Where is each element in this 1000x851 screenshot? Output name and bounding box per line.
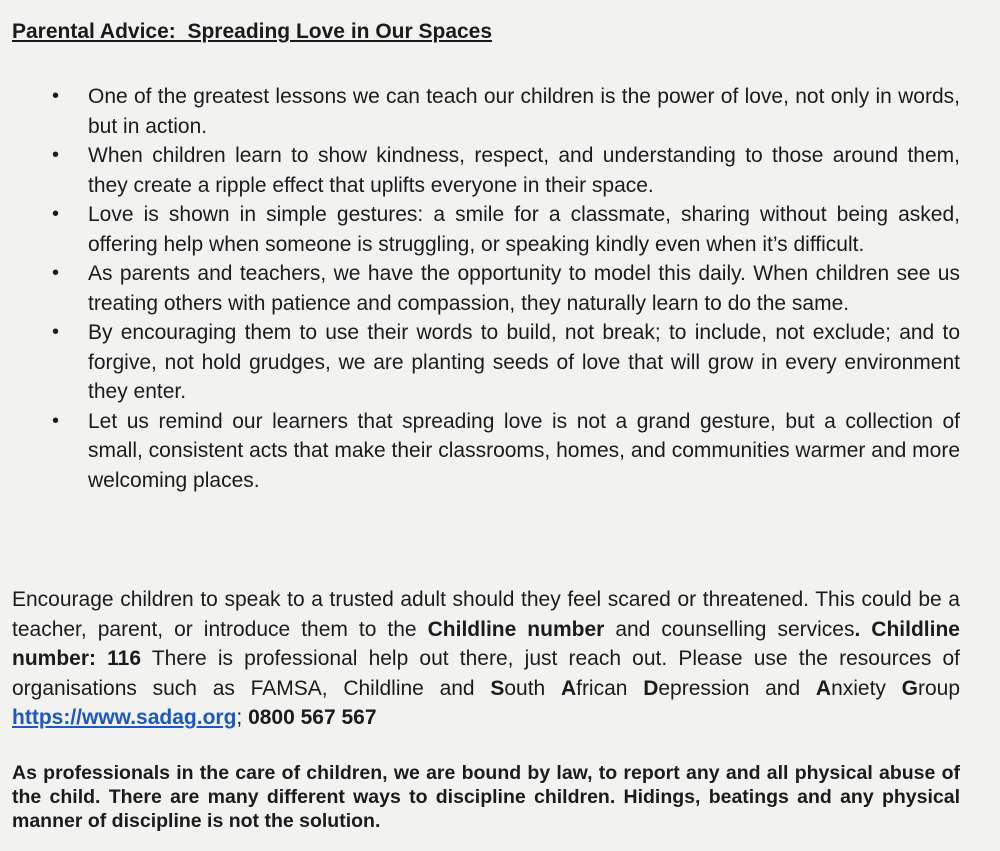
list-item-text: When children learn to show kindness, respect, and understanding to those around them, they create a ripple effect that uplifts everyone in their space. [88, 144, 960, 197]
list-item [52, 200, 960, 259]
list-item-text: Let us remind our learners that spreading love is not a grand gesture, but a collection of small, consistent acts that make their classrooms, homes, and communities warmer and more welcoming places. [88, 409, 960, 492]
list-item [52, 407, 960, 496]
list-item [52, 82, 960, 141]
para-text: Encourage children to speak to a trusted adult should they feel scared or threatened. This could be a teacher, parent, or introduce them to the [12, 588, 960, 641]
bullet-icon: • [52, 203, 60, 225]
org-name-part: outh [504, 676, 561, 700]
bullet-icon: • [52, 85, 60, 107]
page-title: Parental Advice: Spreading Love in Our Spaces [12, 20, 493, 43]
para-text: There is professional help out there, just reach out. Please use the resources of organisations such as FAMSA, Childline and [12, 647, 960, 700]
advice-list [52, 82, 960, 495]
org-initial: G [901, 676, 918, 700]
childline-number: . Childline number: 116 [12, 617, 960, 670]
org-name-part: nxiety [831, 676, 902, 700]
org-name-part: epression and [658, 676, 816, 700]
para-text: and counselling services [604, 617, 855, 641]
bullet-icon: • [52, 262, 60, 284]
list-item-text: By encouraging them to use their words to build, not break; to include, not exclude; and to forgive, not hold grudges, we are planting seeds of love that will grow in every environment they enter. [88, 321, 960, 403]
org-initial: D [643, 676, 659, 700]
bullet-icon: • [52, 409, 60, 432]
bullet-icon: • [52, 144, 60, 166]
list-item [52, 318, 960, 407]
org-initial: A [560, 676, 577, 700]
childline-label: Childline number [427, 617, 605, 641]
org-initial: S [490, 676, 505, 700]
org-initial: A [815, 676, 832, 700]
org-name-part: roup [917, 676, 961, 700]
list-item-text: As parents and teachers, we have the opportunity to model this daily. When children see us treating others with patience and compassion, they naturally learn to do the same. [88, 262, 960, 315]
para-text: ; [236, 706, 249, 729]
legal-warning: As professionals in the care of children, we are bound by law, to report any and all physical abuse of the child. There are many different ways to discipline children. Hidings, beatings and any physical manner of discipline is not the solution. [12, 762, 960, 832]
org-name-part: frican [576, 676, 644, 700]
sadag-link[interactable]: https://www.sadag.org [12, 706, 237, 729]
list-item [52, 259, 960, 318]
help-paragraph [12, 585, 960, 733]
phone-number: 0800 567 567 [248, 706, 377, 729]
list-item [52, 141, 960, 200]
bullet-icon: • [52, 321, 60, 343]
list-item-text: Love is shown in simple gestures: a smile for a classmate, sharing without being asked, offering help when someone is struggling, or speaking kindly even when it’s difficult. [88, 203, 960, 256]
list-item-text: One of the greatest lessons we can teach our children is the power of love, not only in words, but in action. [88, 85, 960, 138]
